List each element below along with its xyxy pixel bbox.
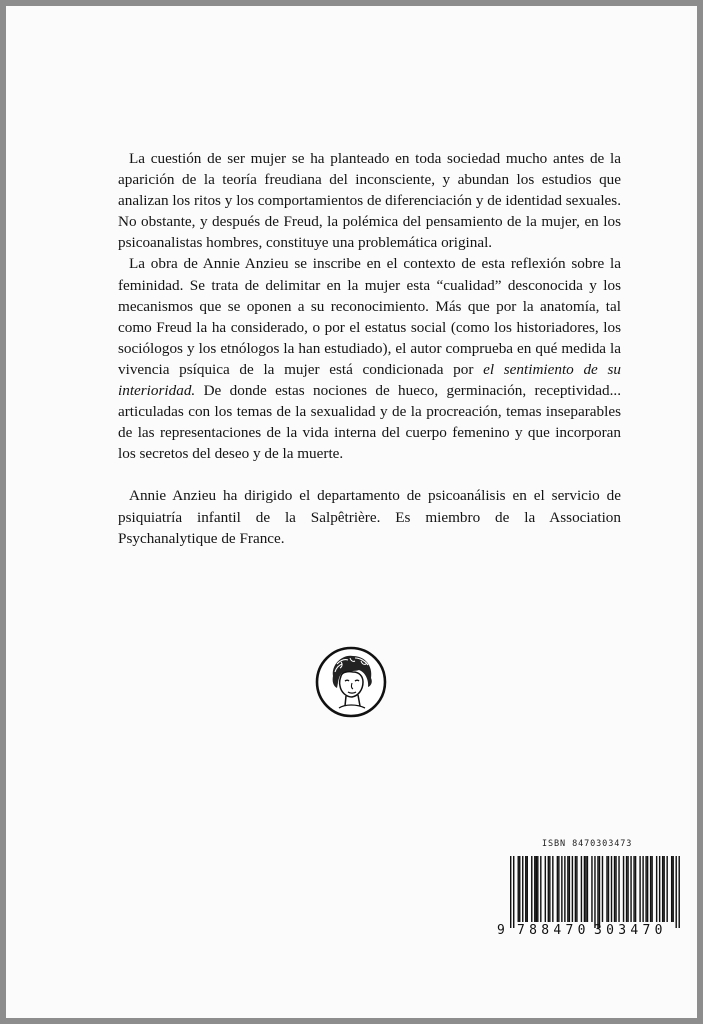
barcode-bar <box>569 856 570 922</box>
barcode-bar <box>576 856 577 922</box>
barcode-bar <box>651 856 652 922</box>
barcode-bar <box>534 856 535 922</box>
summary-italic-phrase: el sentimiento de su interioridad. <box>118 360 621 400</box>
paragraph-intro: La cuestión de ser mujer se ha planteado en toda sociedad mucho antes de la aparición de la teoría freudiana del inconsciente, y abundan los estudios que analizan los ritos y los comportamientos de diferenciación y de identidad sexuales. No obstante, y después de Freud, la polémica del pensamiento de la mujer, en los psicoanalistas hombres, constituye una problemática original. <box>118 150 621 252</box>
barcode-bar <box>675 856 676 928</box>
barcode-bar <box>597 856 598 928</box>
barcode-bar <box>537 856 538 922</box>
barcode-bar <box>531 856 532 922</box>
barcode-bar <box>567 856 568 922</box>
barcode-bar <box>671 856 672 922</box>
barcode-bar <box>611 856 612 922</box>
barcode-bar <box>645 856 646 922</box>
barcode-bar <box>679 856 680 928</box>
barcode-bar <box>552 856 553 922</box>
summary-text-before: La obra de Annie Anzieu se inscribe en el contexto de esta reflexión sobre la feminidad. Se trata de delimitar en la mujer esta “cualidad” desconocida y los mecanismos que se oponen a su reconocimiento. Más que por la anatomía, tal como Freud la ha considerado, o por el estatus social (como los historiadores, los sociólogos y los etnólogos la han estudiado), el autor comprueba en qué medida la vivencia psíquica de la mujer está condicionada por <box>118 255 621 378</box>
barcode-bar <box>639 856 640 922</box>
barcode-bar <box>585 856 586 922</box>
barcode-bar <box>545 856 546 922</box>
barcode-bar <box>564 856 565 922</box>
barcode-area <box>497 839 680 949</box>
barcode-bar <box>587 856 588 922</box>
barcode-digit-first: 9 <box>497 923 505 938</box>
barcode-bar <box>594 856 595 928</box>
barcode-bar <box>519 856 520 922</box>
barcode-bar <box>623 856 624 922</box>
barcode-bar <box>633 856 634 922</box>
barcode-digits-left: 788470 <box>517 923 590 938</box>
barcode <box>510 856 680 928</box>
blurb-text <box>118 148 621 549</box>
barcode-bar <box>522 856 523 922</box>
barcode-bar <box>548 856 549 922</box>
barcode-bar <box>656 856 657 922</box>
barcode-bar <box>615 856 616 922</box>
barcode-bar <box>572 856 573 922</box>
isbn-label: ISBN 8470303473 <box>542 839 633 849</box>
barcode-bar <box>581 856 582 922</box>
barcode-bar <box>575 856 576 922</box>
summary-text-after: De donde estas nociones de hueco, germinación, receptividad... articuladas con los temas de la sexualidad y de la procreación, temas inseparables de las representaciones de la vida interna del cuerpo femenino y que incorporan los secretos del deseo y de la muerte. <box>118 382 621 463</box>
barcode-bar <box>618 856 619 922</box>
barcode-bar <box>540 856 541 922</box>
barcode-bar <box>627 856 628 922</box>
barcode-bar <box>510 856 511 928</box>
barcode-bar <box>614 856 615 922</box>
barcode-bar <box>642 856 643 922</box>
barcode-bar <box>549 856 550 922</box>
barcode-bar <box>662 856 663 922</box>
barcode-bar <box>608 856 609 922</box>
barcode-bar <box>672 856 673 922</box>
barcode-bar <box>606 856 607 922</box>
barcode-bar <box>647 856 648 922</box>
barcode-bar <box>561 856 562 922</box>
barcode-bar <box>518 856 519 922</box>
barcode-bar <box>626 856 627 922</box>
barcode-bar <box>558 856 559 922</box>
barcode-bar <box>557 856 558 922</box>
barcode-bar <box>591 856 592 922</box>
barcode-bar <box>536 856 537 922</box>
barcode-bar <box>663 856 664 922</box>
barcode-bar <box>525 856 526 922</box>
barcode-bar <box>602 856 603 922</box>
author-bio: Annie Anzieu ha dirigido el departamento de psicoanálisis en el servicio de psiquiatría infantil de la Salpêtrière. Es miembro de la Association Psychanalytique de France. <box>118 487 621 547</box>
publisher-logo <box>315 646 387 718</box>
barcode-digits-right: 303470 <box>594 923 667 938</box>
paragraph-summary <box>118 253 621 464</box>
publisher-logo-emblem <box>315 646 387 718</box>
barcode-bar <box>527 856 528 922</box>
barcode-bar <box>659 856 660 922</box>
barcode-bar <box>513 856 514 928</box>
back-cover <box>6 6 697 1018</box>
barcode-bar <box>635 856 636 922</box>
barcode-bar <box>599 856 600 928</box>
barcode-bar <box>666 856 667 922</box>
barcode-bar <box>650 856 651 922</box>
barcode-bar <box>630 856 631 922</box>
barcode-bar <box>584 856 585 922</box>
